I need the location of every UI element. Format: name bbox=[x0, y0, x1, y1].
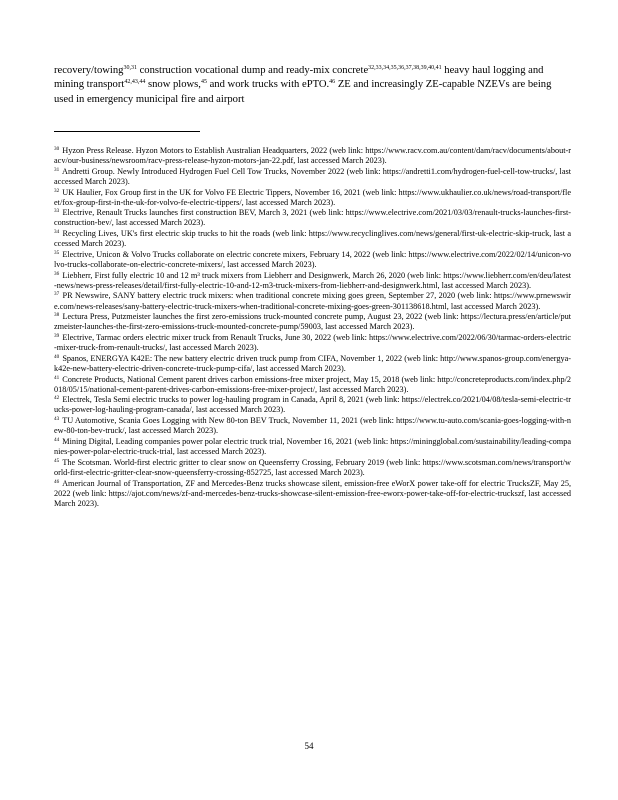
footnote-number: 39 bbox=[54, 333, 60, 340]
footnote-text: Andretti Group. Newly Introduced Hydrogen Fuel Cell Tow Trucks, November 2022 (web link: https://andretti1.com/hydrogen-fuel-cell-tow-trucks/, last accessed March 2023). bbox=[54, 166, 571, 186]
body-text-6: ZE and increasingly ZE-capable NZEVs are being used in emergency municipal fire and airport bbox=[54, 79, 552, 105]
body-text-5: and work trucks with ePTO. bbox=[206, 79, 330, 91]
footnote-number: 43 bbox=[54, 416, 60, 423]
body-text-3: heavy haul logging and mining transport bbox=[54, 65, 544, 91]
footnote-text: The Scotsman. World-first electric gritter to clear snow on Queensferry Crossing, February 2019 (web link: https://www.scotsman.com/news/transport/world-first-electric-gritter-clear-snow-queensferry-crossing-852725, last accessed March 2023). bbox=[54, 457, 571, 477]
footnote bbox=[54, 375, 571, 395]
footnote-number: 30 bbox=[54, 146, 60, 152]
footnote bbox=[54, 395, 571, 415]
footnote-ref-46[interactable]: 46 bbox=[329, 79, 336, 86]
body-paragraph bbox=[54, 64, 569, 107]
footnote-text: Mining Digital, Leading companies power polar electric truck trial, November 16, 2021 (web link: https://miningglobal.com/sustainability/leading-companies-power-polar-electric-truck-trial, last accessed March 2023). bbox=[54, 436, 571, 457]
footnote-text: American Journal of Transportation, ZF and Mercedes-Benz trucks showcase silent, emission-free eWorX power take-off for electric TrucksZF, May 25, 2022 (web link: https://ajot.com/news/zf-and-mercedes-benz-trucks-showcase-silent-emission-free-eworx-power-take-off-for-electric-truckszf, last accessed March 2023). bbox=[54, 478, 572, 508]
footnote-text: Electrive, Renault Trucks launches first construction BEV, March 3, 2021 (web link: https://www.electrive.com/2021/03/03/renault-trucks-launches-first-construction-bev/, last accessed March 2023). bbox=[54, 208, 571, 228]
footnote-number: 42 bbox=[54, 395, 60, 402]
footnote bbox=[54, 291, 571, 311]
footnote bbox=[54, 479, 571, 509]
footnote-text: Electrive, Tarmac orders electric mixer truck from Renault Trucks, June 30, 2022 (web link: https://www.electrive.com/2022/06/30/tarmac-orders-electric-mixer-truck-from-renault-trucks/, last accessed March 2023). bbox=[54, 333, 572, 353]
footnote-ref-32-41[interactable]: 32,33,34,35,36,37,38,39,40,41 bbox=[368, 65, 442, 71]
footnote bbox=[54, 167, 571, 187]
body-text-2: construction vocational dump and ready-mix concrete bbox=[136, 65, 369, 76]
footnote-number: 46 bbox=[54, 478, 60, 485]
footnote-number: 32 bbox=[54, 187, 60, 194]
footnote bbox=[54, 458, 571, 478]
footnote bbox=[54, 208, 571, 228]
footnote-number: 44 bbox=[54, 436, 60, 443]
footnote bbox=[54, 312, 571, 332]
footnote-number: 40 bbox=[54, 353, 60, 360]
footnote-number: 31 bbox=[54, 166, 60, 173]
footnote bbox=[54, 188, 571, 208]
footnote-number: 35 bbox=[54, 249, 60, 256]
footnote bbox=[54, 146, 571, 166]
footnotes-section bbox=[54, 146, 571, 509]
footnote-text: Spanos, ENERGYA K42E: The new battery electric driven truck pump from CIFA, November 1, 2022 (web link: http://www.spanos-group.com/energya-k42e-new-battery-electric-driven-concrete-truck-pump-cifa/, last accessed March 2023). bbox=[54, 353, 572, 373]
footnote-ref-30-31[interactable]: 30,31 bbox=[123, 65, 137, 71]
footnote-number: 45 bbox=[54, 457, 60, 464]
footnote-text: Electrive, Unicon & Volvo Trucks collaborate on electric concrete mixers, February 14, 2022 (web link: https://www.electrive.com/2022/02/14/unicon-volvo-trucks-collaborate-on-electric-concrete-mixers/, last accessed March 2023). bbox=[54, 249, 571, 269]
footnote-number: 41 bbox=[54, 374, 60, 381]
footnote bbox=[54, 250, 571, 270]
footnote-number: 38 bbox=[54, 312, 60, 319]
footnote-text: Hyzon Press Release. Hyzon Motors to Establish Australian Headquarters, 2022 (web link: https://www.racv.com.au/content/dam/racv/documents/about-racv/our-business/newsroom/racv-press-release-hyzon-motors-jan-22.pdf, last accessed March 2023). bbox=[54, 146, 572, 166]
footnote-ref-42-44[interactable]: 42,43,44 bbox=[124, 79, 146, 86]
body-text-1: recovery/towing bbox=[54, 65, 124, 76]
footnote-text: Electrek, Tesla Semi electric trucks to power log-hauling program in Canada, April 8, 2021 (web link: https://electrek.co/2021/04/08/tesla-semi-electric-trucks-power-log-hauling-program-canada/, last accessed March 2023). bbox=[54, 395, 572, 415]
footnote-number: 34 bbox=[54, 229, 60, 236]
footnote-number: 33 bbox=[54, 208, 60, 215]
footnote-text: TU Automotive, Scania Goes Logging with New 80-ton BEV Truck, November 11, 2021 (web link: https://www.tu-auto.com/scania-goes-logging-with-new-80-ton-bev-truck/, last accessed March 2023). bbox=[54, 416, 572, 436]
footnote-separator bbox=[54, 131, 200, 132]
footnote-number: 37 bbox=[54, 291, 60, 298]
footnote-ref-45[interactable]: 45 bbox=[200, 79, 207, 86]
footnote bbox=[54, 333, 571, 353]
footnote bbox=[54, 416, 571, 436]
footnote-text: PR Newswire, SANY battery electric truck mixers: when traditional concrete mixing goes green, September 27, 2020 (web link: https://www.prnewswire.com/news-releases/sany-battery-electric-truck-mixers-when-traditional-concrete-mixing-goes-green-301138618.html, last accessed March 2023). bbox=[54, 291, 571, 311]
footnote bbox=[54, 229, 571, 249]
footnote-text: Lectura Press, Putzmeister launches the first zero-emissions truck-mounted concrete pump, August 23, 2022 (web link: https://lectura.press/en/article/putzmeister-launches-the-first-zero-emissions-truck-mounted-concrete-pump/59003, last accessed March 2023). bbox=[54, 312, 571, 332]
footnote-number: 36 bbox=[54, 270, 60, 277]
footnote bbox=[54, 354, 571, 374]
footnote-text: Liebherr, First fully electric 10 and 12 m³ truck mixers from Liebherr and Designwerk, March 26, 2020 (web link: https://www.liebherr.com/en/deu/latest-news/news-press-releases/detail/first-fully-electric-10-and-12-m3-truck-mixers-from-liebherr-and-designwerk.html, last accessed March 2023). bbox=[54, 270, 571, 290]
footnote bbox=[54, 271, 571, 291]
body-text-4: snow plows, bbox=[145, 79, 201, 91]
footnote bbox=[54, 437, 571, 457]
footnote-text: Concrete Products, National Cement parent drives carbon emissions-free mixer project, May 15, 2018 (web link: http://concreteproducts.com/index.php/2018/05/15/national-cement-parent-drives-carbon-emissions-free-mixer-project/, last accessed March 2023). bbox=[54, 374, 571, 394]
footnote-text: Recycling Lives, UK's first electric skip trucks to hit the roads (web link: https://www.recyclinglives.com/news/general/first-uk-electric-skip-truck, last accessed March 2023). bbox=[54, 229, 572, 249]
footnote-text: UK Haulier, Fox Group first in the UK for Volvo FE Electric Tippers, November 16, 2021 (web link: https://www.ukhaulier.co.uk/news/road-transport/fleet/fox-group-first-in-the-uk-for-volvo-fe-electric-tippers/, last accessed March 2023). bbox=[54, 187, 572, 207]
page-number: 54 bbox=[304, 741, 314, 751]
